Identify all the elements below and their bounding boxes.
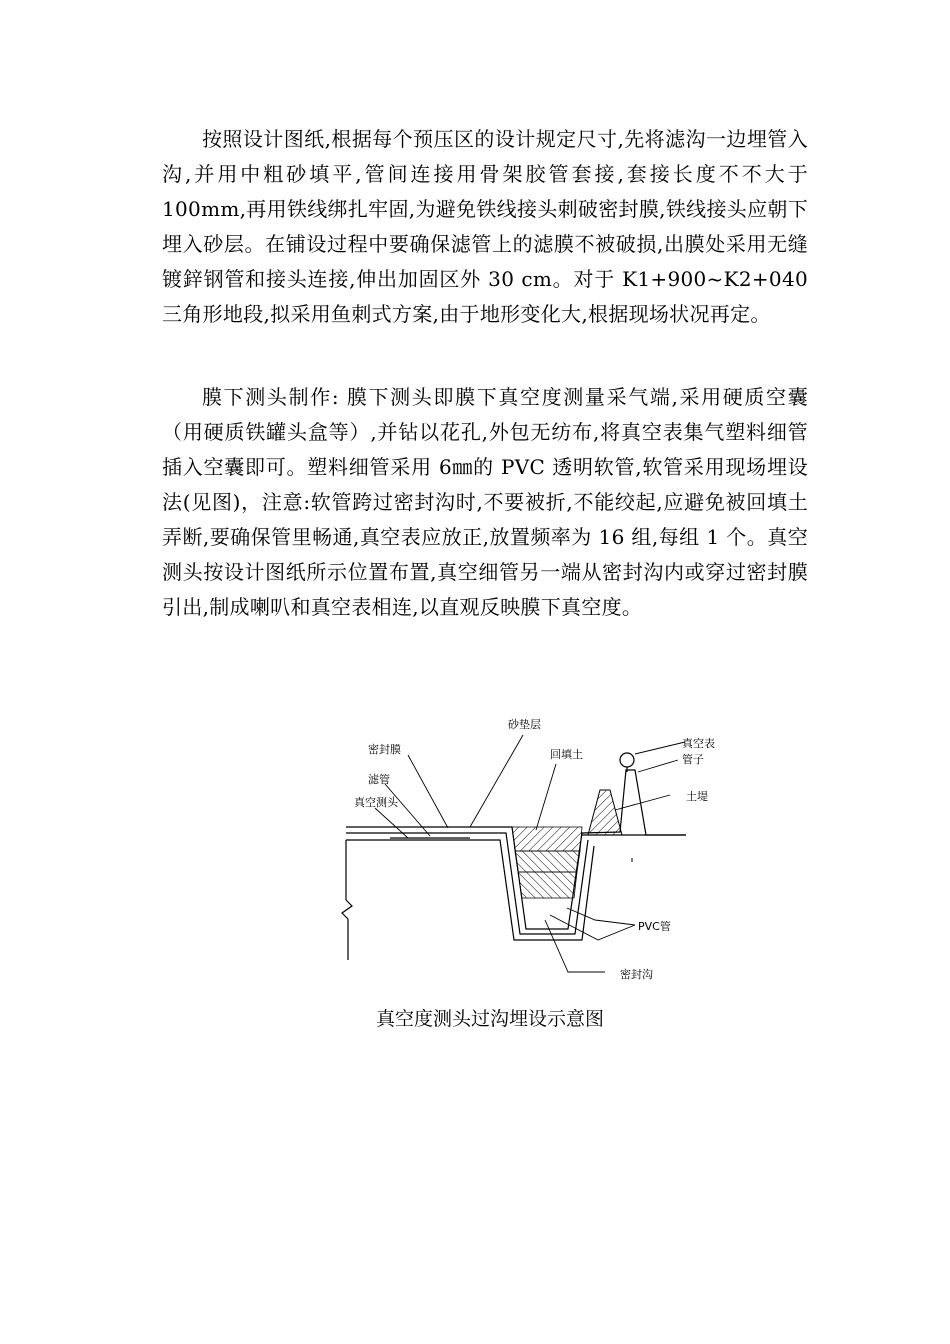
trench-diagram-svg [330, 710, 730, 985]
figure-caption: 真空度测头过沟埋设示意图 [375, 1008, 604, 1030]
label-pvc-pipe: PVC管 [638, 920, 671, 933]
label-membrane: 密封膜 [368, 743, 401, 756]
trench-diagram [330, 710, 730, 985]
label-probe: 真空测头 [354, 796, 398, 809]
paragraph-pipe-laying: 按照设计图纸,根据每个预压区的设计规定尺寸,先将滤沟一边埋管入沟,并用中粗砂填平,管间连接用骨架胶管套接,套接长度不不大于 100mm,再用铁线绑扎牢固,为避免铁线接头刺破密封膜,铁线接头应朝下埋入砂层。在铺设过程中要确保滤管上的滤膜不被破损,出膜处采用无缝镀鋅钢管和接头连接,伸出加固区外 30 cm。对于 K1+900~K2+040 三角形地段,拟采用鱼刺式方案,由于地形变化大,根据现场状况再定。 [162, 127, 808, 326]
embankment-shape [588, 790, 622, 835]
vacuum-gauge-icon [620, 753, 634, 767]
paragraph-probe-making: 膜下测头制作: 膜下测头即膜下真空度测量采气端,采用硬质空囊（用硬质铁罐头盒等）,并钻以花孔,外包无纺布,将真空表集气塑料细管插入空囊即可。塑料细管采用 6㎜的 PVC 透明软管,软管采用现场埋设法(见图)，注意:软管跨过密封沟时,不要被折,不能绞起,应避免被回填土弄断,要确保管里畅通,真空表应放正,放置频率为 16 组,每组 1 个。真空测头按设计图纸所示位置布置,真空细管另一端从密封沟内或穿过密封膜引出,制成喇叭和真空表相连,以直观反映膜下真空度。 [162, 385, 808, 619]
label-sand-layer: 砂垫层 [508, 718, 541, 731]
label-filter-pipe: 滤管 [368, 773, 390, 786]
label-gauge: 真空表 [682, 737, 715, 750]
label-backfill: 回填土 [550, 748, 583, 761]
label-embankment: 土堤 [686, 790, 708, 803]
left-ground-boundary [342, 840, 352, 960]
label-tube: 管子 [682, 753, 704, 766]
label-trench: 密封沟 [620, 968, 653, 981]
backfill-hatching [512, 827, 582, 898]
